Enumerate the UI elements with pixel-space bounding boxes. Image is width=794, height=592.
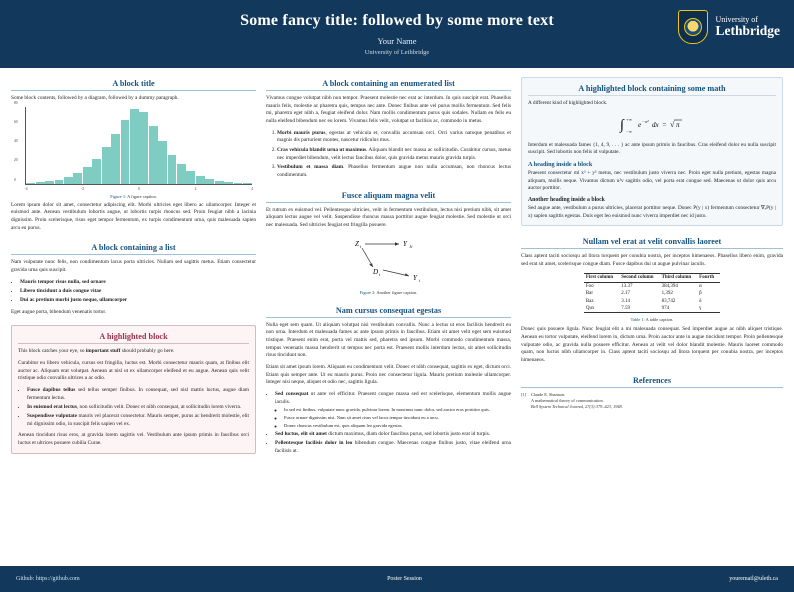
column-header: First column xyxy=(584,273,619,282)
crest-icon xyxy=(678,10,708,44)
causal-diagram-svg xyxy=(329,234,449,286)
svg-text:Z: Z xyxy=(354,239,359,248)
list-item: • In euismod erat lectus, non sollicitudin velit. Donec et nibh consequat, at sollicitudin lorem viverra. xyxy=(27,404,249,412)
svg-text:√: √ xyxy=(670,119,675,129)
table-row: Foo 13.37 384,394 α xyxy=(585,283,702,289)
paragraph: Et rutrum ex euismod vel. Pellentesque ultricies, velit in fermentum vestibulum, lectus nisi pretium nibh, sit amet aliquam lectus augue vel velit. Suspendisse rhoncus massa porttitor augue feugiat molestie. Sed molestie ut orci nec malesuada. Sed ultricies feugiat est fringilla posuere. xyxy=(266,206,511,229)
block-title: A highlighted block xyxy=(18,330,249,344)
histogram-chart: 0 20 40 60 80 -4 -2 0 2 4 xyxy=(14,100,253,191)
paragraph: Lorem ipsum dolor sit amet, consectetur adipiscing elit. Morbi ultricies eget libero ac ullamcorper. Integer et euismod ante. Aenean vestibulum lobortis augue, ut lobortis turpis rhoncus sed. Proin feugiat nibh a lacinia dignissim. Proin scelerisque, risus eget tempor fermentum, ex turpis condimentum urna, quis malesuada sapien arcu eu purus. xyxy=(11,201,256,231)
poster-body xyxy=(0,68,794,566)
reference-item: [1] Claude E. Shannon. A mathematical theory of communication. Bell System Technical Journal, 27(3):379–423, 1948. xyxy=(521,391,623,410)
list-item: 1. Morbi mauris purus, egestas at vehicula et, convallis accumsan orci. Orci varius natoque penatibus et magnis dis parturient montes, nascetur ridiculus mus. xyxy=(277,130,511,145)
block-title: A highlighted block containing some math xyxy=(528,82,776,96)
list-item: • Suspendisse vulputate mauris vel placerat consectetur. Mauris semper, purus ac hendrerit molestie, elit mi dignissim odio, in suscipit felis sapien vel ex. xyxy=(27,413,249,428)
histogram-bar xyxy=(177,164,186,183)
list-item: • Sed consequat ut ante vel efficitur. Praesent congue massa sed est scelerisque, elementum mollis augue iaculis. ◦ In sed est finibus, vulputate nunc gravida, pulvinar lorem. In maximus nunc dolor, sed auctor eros porttitor quis. ◦ Fusce ornare dignissim nisi. Nam sit amet risus vel lacus tempor tincidunt eu a arcu. ◦ Donec rhoncus vestibulum est, quis aliquam leo gravida egestas. xyxy=(275,391,511,429)
svg-text:1i: 1i xyxy=(408,243,413,249)
block-title: Nam cursus consequat egestas xyxy=(266,304,511,318)
histogram-bar xyxy=(196,176,205,184)
histogram-bar xyxy=(205,179,214,184)
bullet-list xyxy=(18,387,249,428)
numbered-list xyxy=(266,130,511,180)
university-logo xyxy=(678,10,780,44)
block-fusce-aliquam-magna-velit xyxy=(266,189,511,295)
paragraph: Class aptent taciti sociosqu ad litora torquent per conubia nostra, per inceptos himenaeos. Phasellus libero enim, gravida sed erat sit amet, scelerisque congue diam. Fusce dapibus dui ut augue pulvinar iaculis. xyxy=(521,253,783,268)
svg-text:=: = xyxy=(662,120,667,129)
column-header: Second column xyxy=(619,273,659,282)
paragraph: A different kind of highlighted block. xyxy=(528,100,608,106)
block-title: A block containing a list xyxy=(11,241,256,255)
block-title: Nullam vel erat at velit convallis laoreet xyxy=(521,235,783,249)
histogram-bar xyxy=(234,183,243,184)
histogram-bar xyxy=(64,177,73,184)
histogram-bar xyxy=(168,155,177,184)
bullet-list xyxy=(266,391,511,455)
table-row: Bar 2.17 1,392 β xyxy=(585,291,702,297)
footer-email[interactable]: youremail@uleth.ca xyxy=(729,576,778,582)
table-row: Qux 7.59 974 γ xyxy=(584,305,720,313)
footer-session-label: Poster Session xyxy=(387,576,422,582)
table-caption: Table 1: A table caption. xyxy=(630,317,674,323)
paragraph: Some block contents, followed by a diagram, followed by a dummy paragraph. xyxy=(11,95,179,101)
figure-caption: Figure 1: A figure caption. xyxy=(110,193,157,199)
svg-text:i: i xyxy=(378,271,380,277)
subsection-heading: Another heading inside a block xyxy=(528,197,605,204)
svg-text:∫: ∫ xyxy=(620,117,624,133)
block-title: References xyxy=(521,374,783,388)
svg-text:π: π xyxy=(676,120,680,129)
paragraph: Vivamus congue volutpat nibh non tempor. Praesent molestie nec erat ac interdum. In quis suscipit erat. Phasellus mauris felis, molestie ac pharetra quis, tempus nec ante. Donec finibus ante vel purus mollis fermentum. Sed felis mi, pharetra eget nibh a, feugiat eleifend dolor. Nam mollis condimentum purus quis sodales. Nullam eu felis eu nulla eleifend bibendum nec eu lorem. Vivamus felis velit, volutpat ut facilisis ac, commodo in metus. xyxy=(266,95,511,125)
footer-github-link[interactable]: Github: https://github.com xyxy=(16,576,80,582)
paragraph: Eget augue porta, bibendum venenatis tortor. xyxy=(11,308,107,315)
paragraph: Aenean tincidunt risus eros, at gravida lorem sagittis vel. Vestibulum ante ipsum primis in faucibus orci luctus et ultrices posuere cubilia Curae. xyxy=(18,432,249,447)
block-a-highlighted-block xyxy=(11,325,256,453)
list-item: ◦ Fusce ornare dignissim nisi. Nam sit amet risus vel lacus tempor tincidunt eu a arcu. xyxy=(284,415,511,421)
paragraph: Interdum et malesuada fames {1, 4, 9, . . . } ac ante ipsum primis in faucibus. Cras eleifend dolor eu nulla suscipit suscipit. Sed lobortis non felis id vulputate. xyxy=(528,141,776,156)
histogram-bar xyxy=(121,120,130,184)
institution-name: University of Lethbridge xyxy=(364,49,430,56)
figure-histogram xyxy=(11,100,256,199)
list-item: 2. Cras vehicula blandit urna ut maximus. Aliquam blandit nec massa ac sollicitudin. Curabitur cursus, metus nec imperdiet bibendum, velit lectus faucibus dolor, quis gravida metus mauris gravida turpis. xyxy=(277,147,511,162)
column-header: Fourth xyxy=(697,273,720,282)
histogram-bar xyxy=(243,183,252,184)
block-highlighted-math xyxy=(521,77,783,226)
column-1 xyxy=(11,77,256,566)
figure-diagram xyxy=(266,234,511,286)
block-enumerated-list xyxy=(266,77,511,180)
svg-text:−x²: −x² xyxy=(642,118,649,124)
list-item: 3. Vestibulum et massa diam. Phasellus fermentum augue non nulla accumsan, non rhoncus lectus condimentum. xyxy=(277,164,511,179)
histogram-bar xyxy=(26,183,35,184)
block-nullam-vel-erat xyxy=(521,235,783,364)
svg-text:−∞: −∞ xyxy=(626,128,632,134)
histogram-bar xyxy=(149,126,158,184)
paragraph: Praesent consectetur mi x² + y² metus, nec vestibulum justo viverra nec. Proin eget nulla pretium, egestas magna aliquam, mollis neque. Vivamus dictum u²v sagittis odio, vel porta erat congue sed. Maecenas ut dolor quis arcu auctor porttitor. xyxy=(528,170,776,192)
list-item: • Dui ac pretium morbi justo neque, ullamcorper xyxy=(20,297,256,305)
list-item: • Sed luctus, elit sit amet dictum maximus, diam dolor faucibus purus, sed lobortis justo erat id turpis. xyxy=(275,431,511,439)
block-title: A block title xyxy=(11,77,256,91)
logo-line1: University of xyxy=(715,14,758,24)
svg-text:+∞: +∞ xyxy=(626,116,632,122)
equation-svg xyxy=(602,113,702,135)
paragraph: Donec quis posuere ligula. Nunc feugiat elit a mi malesuada consequat. Sed imperdiet augue ac nibh aliquet tristique. Aenean eu tortor vulputate, eleifend lorem in, dictum urna. Proin auctor ante in augue tincidunt tempor. Proin pellentesque vulputate odio, ac gravida nulla posuere efficitur. Aenean at velit vel dolor blandit molestie. Mauris laoreet commodo quam, non luctus nibh ullamcorper in. Class aptent taciti sociosqu ad litora torquent per conubia nostra, per inceptos himenaeos. xyxy=(521,326,783,363)
block-a-block-containing-a-list xyxy=(11,241,256,316)
list-item: • Pellentesque facilisis dolor in leo bibendum congue. Maecenas congue finibus justo, vitae eleifend urna facilisis at. xyxy=(275,440,511,455)
histogram-bar xyxy=(130,109,139,184)
block-a-block-title xyxy=(11,77,256,232)
block-title: Fusce aliquam magna velit xyxy=(266,189,511,203)
column-3 xyxy=(521,77,783,566)
list-item: ◦ Donec rhoncus vestibulum est, quis aliquam leo gravida egestas. xyxy=(284,423,511,429)
block-references xyxy=(521,374,783,411)
sub-list xyxy=(275,407,511,429)
svg-text:dx: dx xyxy=(652,120,659,129)
histogram-bar xyxy=(158,141,167,183)
histogram-bar xyxy=(73,173,82,184)
list-item: • Fusce dapibus tellus sed tellus semper finibus. In consequat, sed nisl mattis luctus, augue diam fermentum lectus. xyxy=(27,387,249,402)
histogram-bar xyxy=(92,159,101,184)
list-item: • Libero tincidunt a duis congue vitae xyxy=(20,288,256,296)
histogram-bar xyxy=(215,181,224,184)
poster-footer xyxy=(0,566,794,592)
block-title: A block containing an enumerated list xyxy=(266,77,511,91)
paragraph: Nulla eget sem quam. Ut aliquam volutpat nisi vestibulum convallis. Nunc a lectus ut eros facilisis hendrerit eu non urna. Interdum et malesuada fames ac ante ipsum primis in faucibus. Etiam sit amet velit eget sem euismod tristique. Praesent enim erat, porta vel mattis sed, pharetra sed ipsum. Morbi commodo condimentum massa, tempus venenatis massa hendrerit ut tempus nec porta est. Praesent mollis interdum lectus, sit amet sollicitudin risus tincidunt non. xyxy=(266,321,511,359)
data-table xyxy=(584,273,720,314)
paragraph: Sed augue ante, vestibulum a purus ultricies, placerat porttitor neque. Donec P(y | x) fermentum consectetur ∇ₓP(y | x) sapien sagittis egestas. Duis eget leo euismod nunc viverra imperdiet nec id justo. xyxy=(528,205,776,219)
histogram-bar xyxy=(45,181,54,184)
display-equation xyxy=(528,113,776,137)
histogram-bar xyxy=(55,180,64,184)
logo-line2: Lethbridge xyxy=(715,23,780,39)
histogram-bar xyxy=(111,134,120,184)
table-row: Baz 3.14 83,742 δ xyxy=(585,298,702,304)
svg-text:i: i xyxy=(359,243,361,249)
poster-header xyxy=(0,0,794,68)
svg-text:e: e xyxy=(638,120,642,129)
paragraph: Etiam sit amet ipsum lorem. Aliquam eu condimentum velit. Donec et nibh consequat, sagittis ex eget, dictum orci. Etiam quis semper ante. Ut eu mauris purus. Proin nec consectetur ligula. Mauris pretium molestie ullamcorper. Integer nisi neque, aliquet et odio nec, sagittis ligula. xyxy=(266,364,511,386)
histogram-bar xyxy=(186,171,195,184)
page-title: Some fancy title: followed by some more text xyxy=(240,12,554,29)
subsection-heading: A heading inside a block xyxy=(528,161,593,169)
author-name: Your Name xyxy=(377,36,417,46)
bullet-list xyxy=(11,279,256,305)
histogram-bar xyxy=(83,167,92,183)
histogram-bar xyxy=(224,182,233,184)
table-header-row xyxy=(584,273,720,282)
column-header: Third column xyxy=(660,273,698,282)
figure-caption: Figure 2: Another figure caption. xyxy=(359,289,418,295)
svg-text:D: D xyxy=(372,267,378,276)
histogram-bar xyxy=(102,147,111,184)
histogram-bar xyxy=(139,112,148,183)
list-item: ◦ In sed est finibus, vulputate nunc gravida, pulvinar lorem. In maximus nunc dolor, sed auctor eros porttitor quis. xyxy=(284,407,511,413)
list-item: • Mauris tempor risus nulla, sed ornare xyxy=(20,279,256,287)
paragraph: Nam vulputate nunc felis, non condimentum lacus porta ultricies. Nullam sed sagittis metus. Etiam consectetur gravida urna quis suscipit. xyxy=(11,259,256,274)
svg-text:Y: Y xyxy=(412,273,417,282)
svg-text:i: i xyxy=(418,277,420,283)
paragraph: This block catches your eye, so important stuff should probably go here. xyxy=(18,348,175,355)
block-nam-cursus-consequat-egestas xyxy=(266,304,511,456)
histogram-bar xyxy=(36,182,45,184)
paragraph: Curabitur eu libero vehicula, cursus est fringilla, luctus est. Morbi consectetur mauris quam, at finibus elit auctor ac. Aliquam erat volutpat. Aenean at nisl ut ex ullamcorper eleifend et eu augue. Aenean quis velit tristique odio convallis ultrices a ac odio. xyxy=(18,360,249,382)
svg-text:Y: Y xyxy=(402,239,407,248)
column-2 xyxy=(266,77,511,566)
